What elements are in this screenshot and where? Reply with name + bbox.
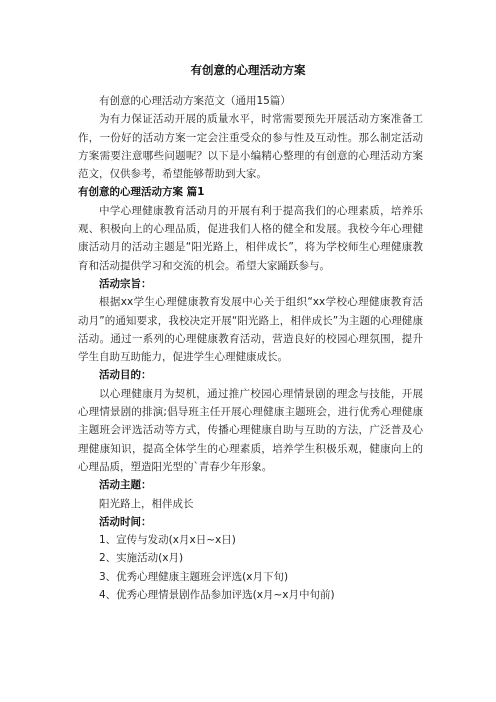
theme-text: 阳光路上，相伴成长 bbox=[99, 497, 194, 510]
document-title: 有创意的心理活动方案 bbox=[190, 63, 306, 77]
intro-line: 有创意的心理活动方案范文（通用15篇） bbox=[99, 95, 291, 107]
body-paragraph: 根据xx学生心理健康教育发展中心关于组织“xx学校心理健康教育活动月”的通知要求，我校决定开展“阳光路上，相伴成长”为主题的心理健康活动。通过一系列的心理健康教育活动，营造良好的校园心理氛围，提升学生自助互助能力，促进学生心理健康成长。 bbox=[78, 296, 423, 364]
list-item: 1、宣传与发动(x月x日~x日) bbox=[99, 534, 236, 547]
subheading-goal: 活动目的： bbox=[99, 369, 152, 382]
list-item: 3、优秀心理健康主题班会评选(x月下旬) bbox=[99, 570, 289, 583]
body-paragraph: 以心理健康月为契机，通过推广校园心理情景剧的理念与技能，开展心理情景剧的排演;倡导班主任开展心理健康主题班会，进行优秀心理健康主题班会评选活动等方式，传播心理健康自助与互助的方法，广泛普及心理健康知识，提高全体学生的心理素质，培养学生积极乐观，健康向上的心理品质，塑造阳光型的`青春少年形象。 bbox=[78, 387, 423, 473]
body-paragraph: 中学心理健康教育活动月的开展有利于提高我们的心理素质，培养乐观、积极向上的心理品质，促进我们人格的健全和发展。我校今年心理健康活动月的活动主题是“阳光路上，相伴成长”，将为学校师生心理健康教育和活动提供学习和交流的机会。希望大家踊跃参与。 bbox=[78, 204, 423, 272]
section-heading: 有创意的心理活动方案 篇1 bbox=[78, 186, 205, 199]
document-body bbox=[78, 92, 423, 604]
subheading-purpose: 活动宗旨： bbox=[99, 277, 152, 290]
list-item: 4、优秀心理情景剧作品参加评选(x月~x月中旬前) bbox=[99, 589, 335, 602]
intro-paragraph: 为有力保证活动开展的质量水平，时常需要预先开展活动方案准备工作，一份好的活动方案一定会注重受众的参与性及互动性。那么制定活动方案需要注意哪些问题呢？以下是小编精心整理的有创意的心理活动方案范文，仅供参考，希望能够帮助到大家。 bbox=[78, 113, 423, 181]
subheading-theme: 活动主题： bbox=[99, 479, 152, 492]
subheading-time: 活动时间： bbox=[99, 515, 152, 528]
list-item: 2、实施活动(x月) bbox=[99, 552, 184, 565]
